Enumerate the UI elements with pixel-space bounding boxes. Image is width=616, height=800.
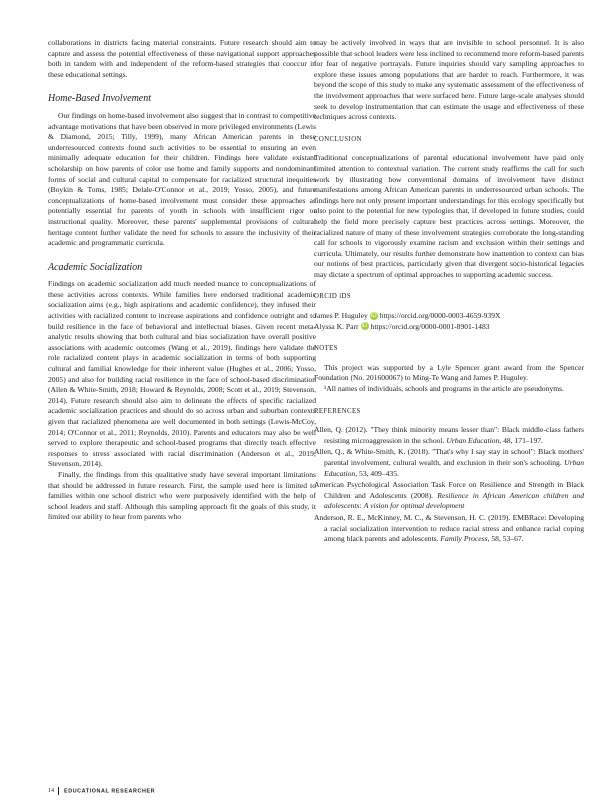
section-heading-conclusion: CONCLUSION [314,135,362,143]
paragraph: Finally, the findings from this qualitative study have several important limitations that should be addressed in future research. First, the sample used here is limited to families within one school district who were purposively identified with the help of school leaders and staff. Although this sampling approach fit the goals of this study, it limited our ability to hear from parents who [48,469,316,522]
reference-pages: , 48, 171–197. [499,435,543,445]
section-heading-notes: NOTES [314,345,338,353]
reference-pages: , 53, 409–435. [355,468,399,478]
reference-source: Urban Education [324,458,584,478]
page-number: 14 [48,788,54,795]
left-column [48,38,316,523]
section-heading-home-based: Home-Based Involvement [48,93,152,105]
footer-divider [58,787,59,795]
section-heading-orcid: ORCID iDS [314,293,352,301]
reference-item [314,425,584,446]
paragraph: may be actively involved in ways that are invisible to school personnel. It is also possible that school leaders were less inclined to recommend more reform-based parents for fear of negative portrayals. Future inquiries should vary sampling approaches to explore these issues among populations that are harder to reach. Furthermore, it was beyond the scope of this study to make any systematic assessment of the effectiveness of the involvement approaches that were surfaced here. Future large-scale analyses should seek to develop instrumentation that can estimate the usage and effectiveness of these techniques across contexts. [314,38,584,122]
paragraph: collaborations in districts facing material constraints. Future research should aim to capture and assess the potential effectiveness of these navigational support approaches both in tandem with and independent of the reform-based strategies that cooccur in these educational settings. [48,38,316,79]
reference-text: Allen, Q. (2012). "They think minority means lesser than": Black middle-class fathers resisting microaggression in the school. [314,425,584,445]
reference-item [314,447,584,479]
reference-text: American Psychological Association Task Force on Resilience and Strength in Black Children and Adolescents (2008). [314,480,584,500]
orcid-link[interactable]: https://orcid.org/0000-0001-8901-1483 [370,321,490,331]
paragraph: Our findings on home-based involvement also suggest that in contrast to competitive advantage motivations that have been observed in more privileged environments (Lewis & Diamond, 2015; Tilly, 1999), many African American parents in these underresourced contexts found such activities to be essential to ensuring an even minimally adequate education for their children. Findings here validate existant scholarship on how parents of color use home and family supports and nondominant forms of social and cultural capital to compensate for racialized structural inequities (Boykin & Toms, 1985; Delale-O'Connor et al., 2019; Yosso, 2005), and future conceptualizations of home-based involvement must consider these approaches as potentially essential for parents of youth in schools with insufficient rigor or instructional quality. Moreover, these parents' supplemental provisions of cultural heritage content further validate the need for schools to assure the inclusivity of their academic and programmatic curricula. [48,110,316,248]
orcid-icon: iD [361,323,368,330]
reference-item [314,513,584,545]
orcid-icon: iD [370,312,377,319]
paragraph: Findings on academic socialization add much needed nuance to conceptualizations of these activities across contexts. While families here endorsed traditional academic socialization aims (e.g., high aspirations and academic confidence), they infused their activities with racialized content to increase aspirations and confidence outright and to build resilience in the face of behavioral and intellectual biases. Given recent meta-analytic results showing that both cultural and bias socialization have overall positive associations with academic outcomes (Wang et al., 2019), findings here validate the role racialized content plays in academic socialization in terms of both supporting cultural and familial knowledge for their inherent value (Hughes et al., 2006; Yosso, 2005) and also for building racial resilience in the face of school-based discrimination (Allen & White-Smith, 2018; Howard & Reynolds, 2008; Scott et al., 2019; Stevenson, 2014). Future research should also aim to delineate the effects of specific racialized academic socialization practices and should do so across urban and suburban contexts given that racialized phenomena are well documented in both settings (Lewis-McCoy, 2014; O'Connor et al., 2011; Reynolds, 2010). Parents and educators may also be well served to explore therapeutic and school-based programs that directly teach effective responses to stress associated with racial discrimination (Anderson et al., 2019; Stevenson, 2014). [48,279,316,469]
author-name: Alyssa K. Parr [314,321,359,331]
page-footer [48,787,155,795]
note: This project was supported by a Lyle Spencer grant award from the Spencer Foundation (No. 201600067) to Ming-Te Wang and James P. Huguley. [314,362,584,383]
reference-source: Urban Education [446,435,500,445]
orcid-entry [314,311,584,322]
reference-text: Anderson, R. E., McKinney, M. C., & Stevenson, H. C. (2019). EMBRace: Developing a racial socialization intervention to reduce racial stress and enhance racial coping among black parents and adolescents. [314,512,584,544]
orcid-link[interactable]: https://orcid.org/0000-0003-4659-939X [379,311,501,321]
reference-source: Resilience in African American children and adolescents: A vision for optimal development [324,490,584,511]
reference-text: Allen, Q., & White-Smith, K. (2018). "That's why I say stay in school": Black mothers' parental involvement, cultural wealth, and exclusion in their son's schooling. [314,447,584,467]
paragraph: Traditional conceptualizations of parental educational involvement have paid only limited attention to contextual variation. The current study reaffirms the call for such work by illustrating how conventional domains of involvement have distinct manifestations among African American parents in underresourced urban schools. The findings here not only present important understandings for this ecology specifically but also point to the potential for new typologies that, if developed in future studies, could help the field more precisely capture best practices across settings. Moreover, the racialized nature of many of these involvement strategies corroborate the long-standing call for schools to vigorously examine racism and exclusion within their settings and curricula. Ultimately, our results further demonstrate how inattention to context can bias our notions of best practices, particularly given that divergent socio-historical legacies may dictate a spectrum of optimal approaches to supporting academic success. [314,153,584,279]
reference-pages: , 58, 53–67. [487,534,524,544]
section-heading-references: REFERENCES [314,407,361,415]
notes [314,363,584,395]
right-column [314,38,584,546]
references-list [314,425,584,545]
reference-source: Family Process [440,534,488,544]
author-name: James P. Huguley [314,311,368,321]
orcid-entry [314,322,584,333]
journal-name: EDUCATIONAL RESEARCHER [64,788,156,795]
section-heading-academic-socialization: Academic Socialization [48,261,143,273]
reference-item [314,480,584,512]
note: ¹All names of individuals, schools and programs in the article are pseudonyms. [324,384,564,394]
